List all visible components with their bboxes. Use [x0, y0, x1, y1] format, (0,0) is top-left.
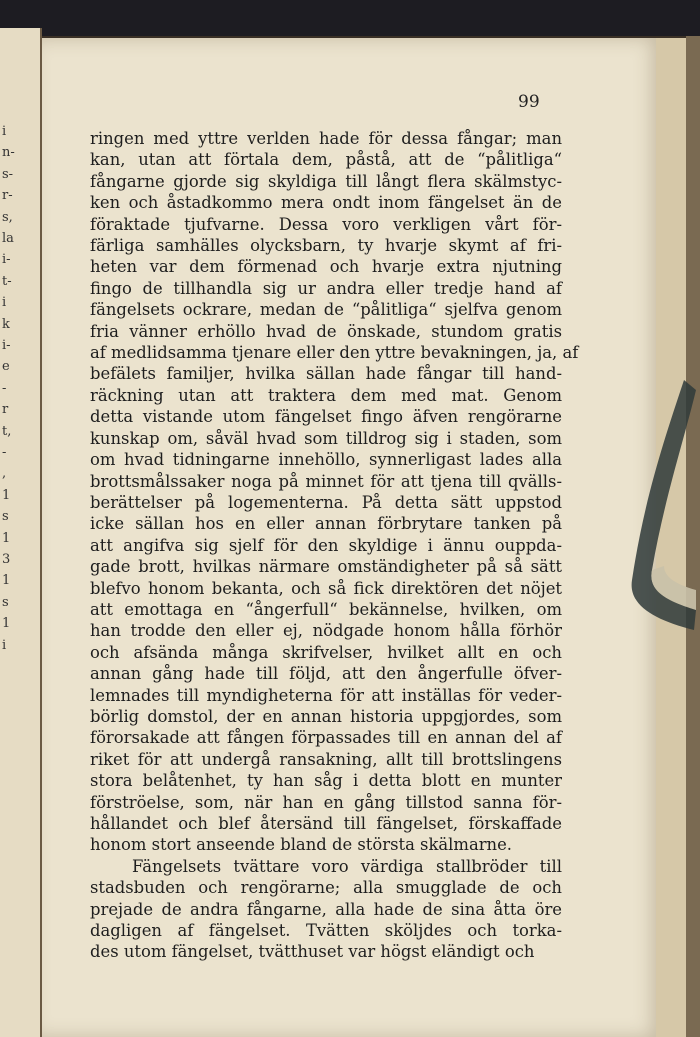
text-line: förorsakade att fången förpassades till en annan del af — [90, 728, 562, 748]
text-line: fria vänner erhöllo hvad de önskade, stundom gratis — [90, 321, 562, 341]
margin-fragment: s — [2, 509, 9, 525]
text-line: att angifva sig sjelf för den skyldige i ännu ouppda- — [90, 535, 562, 555]
text-line: honom stort anseende bland de största skälmarne. — [90, 835, 513, 855]
text-line: stora belåtenhet, ty han såg i detta blott en munter — [90, 771, 562, 791]
margin-fragment: la — [2, 231, 14, 246]
text-line: stadsbuden och rengörarne; alla smugglade de och — [90, 878, 562, 898]
text-line: Fängelsets tvättare voro värdiga stallbröder till — [132, 856, 562, 876]
text-line: förströelse, som, när han en gång tillstod sanna för- — [90, 792, 562, 812]
margin-fragment: i- — [2, 338, 11, 353]
margin-fragment: n- — [2, 145, 15, 161]
facing-page-edge — [0, 28, 42, 1037]
text-line: räckning utan att traktera dem med mat. Genom — [90, 385, 562, 405]
text-line: och afsända många skrifvelser, hvilket allt en och — [90, 642, 562, 662]
margin-fragment: 1 — [2, 616, 11, 632]
text-line: icke sällan hos en eller annan förbrytare tanken på — [90, 514, 562, 534]
text-line: fängelsets ockrare, medan de “pålitliga“ sjelfva genom — [90, 300, 562, 320]
text-line: blefvo honom bekanta, och så fick direktören det nöjet — [90, 578, 562, 598]
margin-fragment: i — [2, 124, 7, 139]
margin-fragment: r- — [2, 188, 13, 204]
dark-background-strip — [0, 0, 700, 36]
text-line: berättelser på logementerna. På detta sätt uppstod — [90, 492, 562, 512]
text-line: prejade de andra fångarne, alla hade de sina åtta öre — [90, 899, 562, 919]
margin-fragment: 1 — [2, 487, 11, 503]
margin-fragment: i — [2, 295, 7, 311]
body-text — [90, 128, 579, 963]
margin-fragment: i- — [2, 252, 11, 268]
text-line: ringen med yttre verlden hade för dessa fångar; man — [90, 129, 562, 148]
text-line: riket för att undergå ransakning, allt till brottslingens — [90, 749, 562, 769]
text-line: heten var dem förmenad och hvarje extra njutning — [90, 257, 562, 277]
text-line: fångarne gjorde sig skyldiga till långt flera skälmstyc- — [90, 171, 562, 191]
text-line: befälets familjer, hvilka sällan hade fångar till hand- — [90, 364, 562, 384]
text-line: färliga samhälles olycksbarn, ty hvarje skymt af fri- — [90, 236, 562, 256]
margin-fragment: r — [2, 402, 9, 418]
margin-fragment: s — [2, 594, 9, 610]
text-line: kan, utan att förtala dem, påstå, att de “pålitliga“ — [90, 150, 562, 170]
margin-fragment: k — [2, 316, 10, 332]
text-line: brottsmålssaker noga på minnet för att tjena till qvälls- — [90, 471, 562, 491]
page-number: 99 — [518, 92, 540, 112]
text-line: kunskap om, såväl hvad som tilldrog sig i staden, som — [90, 428, 562, 448]
text-line: fingo de tillhandla sig ur andra eller tredje hand af — [90, 278, 562, 298]
text-line: ken och åstadkommo mera ondt inom fängelset än de — [90, 193, 562, 213]
text-line: gade brott, hvilkas närmare omständigheter på så sätt — [90, 557, 562, 577]
margin-fragment: - — [2, 445, 7, 460]
margin-fragment: 3 — [2, 552, 11, 567]
text-line: dagligen af fängelset. Tvätten sköljdes och torka- — [90, 921, 562, 941]
text-line: att emottaga en “ångerfull“ bekännelse, hvilken, om — [90, 599, 562, 619]
text-line: annan gång hade till följd, att den ångerfulle öfver- — [90, 664, 562, 684]
text-line: hållandet och blef återsänd till fängelset, förskaffade — [90, 814, 562, 833]
margin-fragment: , — [2, 466, 7, 482]
margin-fragment: s- — [2, 166, 14, 182]
margin-fragment: e — [2, 359, 10, 375]
text-line: af medlidsamma tjenare eller den yttre bevakningen, ja, af — [90, 343, 579, 363]
margin-fragment: 1 — [2, 573, 11, 589]
text-line: des utom fängelset, tvätthuset var högst eländigt och — [90, 942, 535, 962]
text-line: börlig domstol, der en annan historia uppgjordes, som — [90, 706, 562, 726]
text-line: han trodde den eller ej, nödgade honom hålla förhör — [90, 621, 562, 641]
margin-fragment: t- — [2, 273, 12, 289]
margin-fragment: i — [2, 637, 7, 653]
margin-fragment: t, — [2, 423, 12, 439]
bookmark-ribbon — [624, 380, 696, 640]
text-line: föraktade tjufvarne. Dessa voro verkligen vårt för- — [90, 214, 562, 234]
margin-fragment: 1 — [2, 530, 11, 546]
text-line: detta vistande utom fängelset fingo äfven rengörarne — [90, 407, 562, 427]
text-line: lemnades till myndigheterna för att inställas för veder- — [90, 685, 562, 705]
margin-fragment: - — [2, 380, 7, 396]
text-line: om hvad tidningarne innehöllo, synnerligast lades alla — [90, 450, 562, 470]
margin-fragment: s, — [2, 209, 13, 225]
